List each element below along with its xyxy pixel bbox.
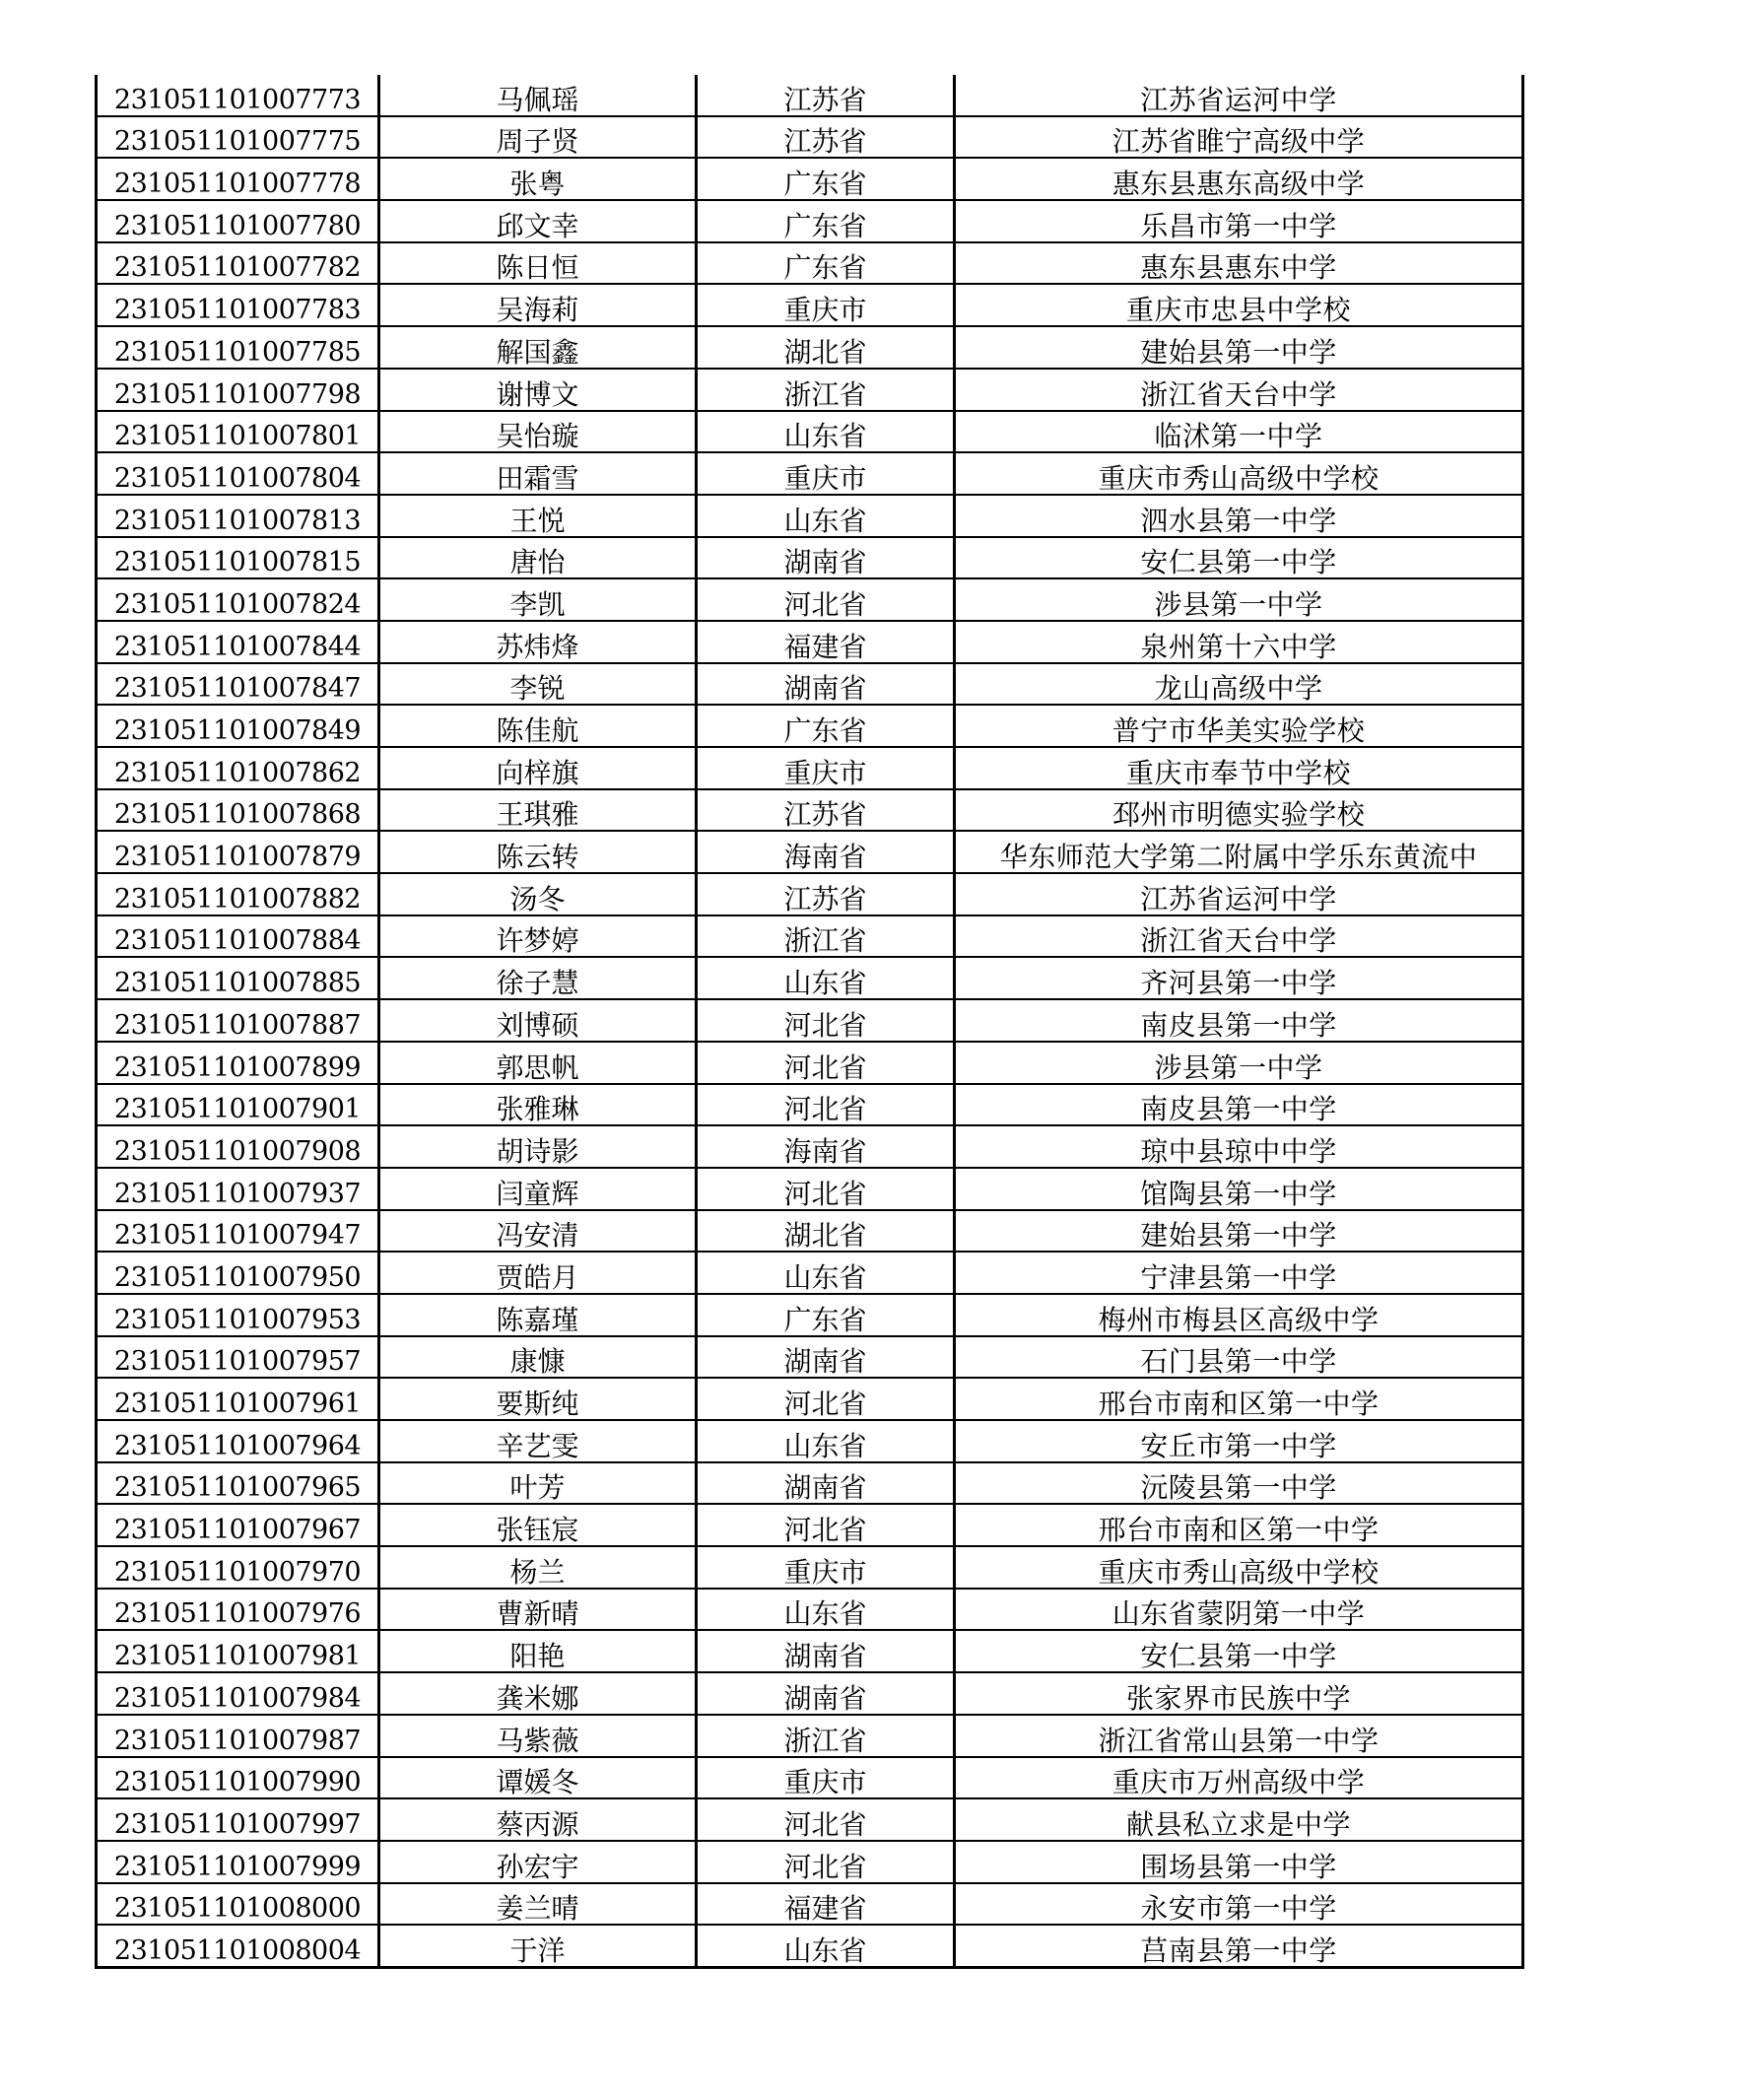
- school-cell: 涉县第一中学: [955, 578, 1523, 621]
- table-row: [97, 1925, 1523, 1967]
- table-row: [97, 1546, 1523, 1589]
- table-row: [97, 452, 1523, 495]
- table-row: [97, 999, 1523, 1042]
- province-cell: 河北省: [697, 1798, 955, 1841]
- student-name-cell: 要斯纯: [379, 1378, 697, 1420]
- province-cell: 山东省: [697, 1420, 955, 1462]
- student-name-cell: 叶芳: [379, 1462, 697, 1505]
- school-cell: 安仁县第一中学: [955, 537, 1523, 579]
- student-id-cell: 231051101008000: [97, 1883, 379, 1926]
- student-id-cell: 231051101007780: [97, 200, 379, 242]
- student-id-cell: 231051101007813: [97, 495, 379, 537]
- table-row: [97, 1672, 1523, 1715]
- province-cell: 浙江省: [697, 1715, 955, 1757]
- school-cell: 泉州第十六中学: [955, 621, 1523, 663]
- roster-table-body: [97, 75, 1523, 1967]
- table-row: [97, 789, 1523, 832]
- student-name-cell: 田霜雪: [379, 452, 697, 495]
- table-row: [97, 1504, 1523, 1546]
- province-cell: 河北省: [697, 999, 955, 1042]
- province-cell: 浙江省: [697, 369, 955, 411]
- province-cell: 湖北省: [697, 326, 955, 369]
- student-name-cell: 龚米娜: [379, 1672, 697, 1715]
- school-cell: 惠东县惠东中学: [955, 242, 1523, 285]
- student-id-cell: 231051101007798: [97, 369, 379, 411]
- student-id-cell: 231051101007999: [97, 1841, 379, 1883]
- province-cell: 湖南省: [697, 663, 955, 706]
- school-cell: 石门县第一中学: [955, 1336, 1523, 1379]
- province-cell: 广东省: [697, 158, 955, 200]
- school-cell: 华东师范大学第二附属中学乐东黄流中: [955, 831, 1523, 873]
- table-row: [97, 1589, 1523, 1631]
- student-id-cell: 231051101007953: [97, 1294, 379, 1336]
- student-id-cell: 231051101007961: [97, 1378, 379, 1420]
- table-row: [97, 578, 1523, 621]
- school-cell: 江苏省运河中学: [955, 75, 1523, 116]
- table-row: [97, 915, 1523, 958]
- student-id-cell: 231051101007957: [97, 1336, 379, 1379]
- student-name-cell: 曹新晴: [379, 1589, 697, 1631]
- school-cell: 浙江省天台中学: [955, 915, 1523, 958]
- province-cell: 河北省: [697, 1504, 955, 1546]
- school-cell: 江苏省睢宁高级中学: [955, 116, 1523, 159]
- province-cell: 江苏省: [697, 75, 955, 116]
- table-row: [97, 873, 1523, 915]
- province-cell: 浙江省: [697, 915, 955, 958]
- school-cell: 安丘市第一中学: [955, 1420, 1523, 1462]
- student-id-cell: 231051101007868: [97, 789, 379, 832]
- student-name-cell: 汤冬: [379, 873, 697, 915]
- student-id-cell: 231051101007899: [97, 1042, 379, 1084]
- school-cell: 南皮县第一中学: [955, 999, 1523, 1042]
- province-cell: 江苏省: [697, 873, 955, 915]
- table-row: [97, 831, 1523, 873]
- student-name-cell: 王悦: [379, 495, 697, 537]
- province-cell: 重庆市: [697, 1546, 955, 1589]
- student-id-cell: 231051101008004: [97, 1925, 379, 1967]
- school-cell: 涉县第一中学: [955, 1042, 1523, 1084]
- table-row: [97, 1883, 1523, 1926]
- student-id-cell: 231051101007775: [97, 116, 379, 159]
- student-id-cell: 231051101007965: [97, 1462, 379, 1505]
- table-row: [97, 242, 1523, 285]
- province-cell: 重庆市: [697, 284, 955, 326]
- table-row: [97, 1420, 1523, 1462]
- school-cell: 邳州市明德实验学校: [955, 789, 1523, 832]
- province-cell: 湖南省: [697, 1672, 955, 1715]
- school-cell: 莒南县第一中学: [955, 1925, 1523, 1967]
- table-row: [97, 663, 1523, 706]
- school-cell: 惠东县惠东高级中学: [955, 158, 1523, 200]
- school-cell: 泗水县第一中学: [955, 495, 1523, 537]
- student-name-cell: 陈嘉瑾: [379, 1294, 697, 1336]
- province-cell: 河北省: [697, 1378, 955, 1420]
- province-cell: 河北省: [697, 578, 955, 621]
- school-cell: 梅州市梅县区高级中学: [955, 1294, 1523, 1336]
- student-id-cell: 231051101007884: [97, 915, 379, 958]
- school-cell: 重庆市秀山高级中学校: [955, 452, 1523, 495]
- province-cell: 重庆市: [697, 1757, 955, 1799]
- province-cell: 广东省: [697, 200, 955, 242]
- province-cell: 山东省: [697, 411, 955, 453]
- school-cell: 献县私立求是中学: [955, 1798, 1523, 1841]
- roster-table: [95, 75, 1524, 1969]
- student-name-cell: 李锐: [379, 663, 697, 706]
- province-cell: 重庆市: [697, 747, 955, 789]
- school-cell: 南皮县第一中学: [955, 1084, 1523, 1126]
- table-row: [97, 1841, 1523, 1883]
- table-row: [97, 326, 1523, 369]
- student-id-cell: 231051101007987: [97, 1715, 379, 1757]
- student-id-cell: 231051101007947: [97, 1210, 379, 1253]
- province-cell: 广东省: [697, 1294, 955, 1336]
- student-name-cell: 许梦婷: [379, 915, 697, 958]
- table-row: [97, 621, 1523, 663]
- school-cell: 围场县第一中学: [955, 1841, 1523, 1883]
- school-cell: 建始县第一中学: [955, 1210, 1523, 1253]
- student-name-cell: 解国鑫: [379, 326, 697, 369]
- province-cell: 山东省: [697, 495, 955, 537]
- student-name-cell: 刘博硕: [379, 999, 697, 1042]
- student-name-cell: 周子贤: [379, 116, 697, 159]
- table-row: [97, 1798, 1523, 1841]
- province-cell: 湖南省: [697, 1462, 955, 1505]
- province-cell: 湖北省: [697, 1210, 955, 1253]
- table-row: [97, 1462, 1523, 1505]
- school-cell: 永安市第一中学: [955, 1883, 1523, 1926]
- student-name-cell: 于洋: [379, 1925, 697, 1967]
- table-row: [97, 957, 1523, 999]
- school-cell: 重庆市万州高级中学: [955, 1757, 1523, 1799]
- province-cell: 海南省: [697, 831, 955, 873]
- table-row: [97, 1252, 1523, 1294]
- student-id-cell: 231051101007885: [97, 957, 379, 999]
- student-name-cell: 谢博文: [379, 369, 697, 411]
- school-cell: 齐河县第一中学: [955, 957, 1523, 999]
- school-cell: 重庆市秀山高级中学校: [955, 1546, 1523, 1589]
- table-row: [97, 1042, 1523, 1084]
- table-row: [97, 537, 1523, 579]
- student-id-cell: 231051101007950: [97, 1252, 379, 1294]
- province-cell: 山东省: [697, 1589, 955, 1631]
- student-id-cell: 231051101007976: [97, 1589, 379, 1631]
- table-row: [97, 116, 1523, 159]
- table-row: [97, 1336, 1523, 1379]
- student-name-cell: 李凯: [379, 578, 697, 621]
- student-name-cell: 蔡丙源: [379, 1798, 697, 1841]
- school-cell: 建始县第一中学: [955, 326, 1523, 369]
- student-name-cell: 张雅琳: [379, 1084, 697, 1126]
- table-row: [97, 705, 1523, 747]
- student-id-cell: 231051101007981: [97, 1630, 379, 1672]
- student-id-cell: 231051101007783: [97, 284, 379, 326]
- table-row: [97, 158, 1523, 200]
- student-name-cell: 胡诗影: [379, 1125, 697, 1168]
- table-row: [97, 1715, 1523, 1757]
- student-name-cell: 康慷: [379, 1336, 697, 1379]
- province-cell: 海南省: [697, 1125, 955, 1168]
- table-row: [97, 1210, 1523, 1253]
- table-row: [97, 1168, 1523, 1210]
- student-id-cell: 231051101007984: [97, 1672, 379, 1715]
- student-id-cell: 231051101007804: [97, 452, 379, 495]
- school-cell: 浙江省常山县第一中学: [955, 1715, 1523, 1757]
- province-cell: 福建省: [697, 621, 955, 663]
- student-name-cell: 谭媛冬: [379, 1757, 697, 1799]
- student-name-cell: 张钰宸: [379, 1504, 697, 1546]
- school-cell: 普宁市华美实验学校: [955, 705, 1523, 747]
- student-id-cell: 231051101007908: [97, 1125, 379, 1168]
- province-cell: 山东省: [697, 1252, 955, 1294]
- student-name-cell: 陈云转: [379, 831, 697, 873]
- student-id-cell: 231051101007773: [97, 75, 379, 116]
- student-name-cell: 辛艺雯: [379, 1420, 697, 1462]
- table-row: [97, 75, 1523, 116]
- table-row: [97, 411, 1523, 453]
- table-row: [97, 200, 1523, 242]
- province-cell: 河北省: [697, 1841, 955, 1883]
- student-name-cell: 苏炜烽: [379, 621, 697, 663]
- student-id-cell: 231051101007964: [97, 1420, 379, 1462]
- student-id-cell: 231051101007815: [97, 537, 379, 579]
- province-cell: 湖南省: [697, 1630, 955, 1672]
- student-id-cell: 231051101007849: [97, 705, 379, 747]
- student-id-cell: 231051101007844: [97, 621, 379, 663]
- student-id-cell: 231051101007901: [97, 1084, 379, 1126]
- school-cell: 邢台市南和区第一中学: [955, 1378, 1523, 1420]
- student-name-cell: 姜兰晴: [379, 1883, 697, 1926]
- student-id-cell: 231051101007990: [97, 1757, 379, 1799]
- province-cell: 湖南省: [697, 537, 955, 579]
- student-name-cell: 马紫薇: [379, 1715, 697, 1757]
- student-name-cell: 张粤: [379, 158, 697, 200]
- school-cell: 乐昌市第一中学: [955, 200, 1523, 242]
- table-row: [97, 284, 1523, 326]
- student-name-cell: 陈佳航: [379, 705, 697, 747]
- student-name-cell: 孙宏宇: [379, 1841, 697, 1883]
- student-id-cell: 231051101007879: [97, 831, 379, 873]
- student-name-cell: 向梓旗: [379, 747, 697, 789]
- student-id-cell: 231051101007801: [97, 411, 379, 453]
- student-id-cell: 231051101007862: [97, 747, 379, 789]
- student-id-cell: 231051101007887: [97, 999, 379, 1042]
- student-name-cell: 陈日恒: [379, 242, 697, 285]
- student-id-cell: 231051101007970: [97, 1546, 379, 1589]
- student-id-cell: 231051101007997: [97, 1798, 379, 1841]
- school-cell: 龙山高级中学: [955, 663, 1523, 706]
- student-name-cell: 杨兰: [379, 1546, 697, 1589]
- student-id-cell: 231051101007778: [97, 158, 379, 200]
- table-row: [97, 1378, 1523, 1420]
- school-cell: 重庆市忠县中学校: [955, 284, 1523, 326]
- province-cell: 河北省: [697, 1042, 955, 1084]
- province-cell: 山东省: [697, 1925, 955, 1967]
- province-cell: 河北省: [697, 1084, 955, 1126]
- student-name-cell: 吴怡璇: [379, 411, 697, 453]
- student-id-cell: 231051101007782: [97, 242, 379, 285]
- province-cell: 山东省: [697, 957, 955, 999]
- table-row: [97, 1630, 1523, 1672]
- student-name-cell: 闫童辉: [379, 1168, 697, 1210]
- province-cell: 湖南省: [697, 1336, 955, 1379]
- table-row: [97, 1294, 1523, 1336]
- student-name-cell: 唐怡: [379, 537, 697, 579]
- student-id-cell: 231051101007967: [97, 1504, 379, 1546]
- school-cell: 安仁县第一中学: [955, 1630, 1523, 1672]
- school-cell: 张家界市民族中学: [955, 1672, 1523, 1715]
- table-row: [97, 369, 1523, 411]
- student-id-cell: 231051101007785: [97, 326, 379, 369]
- roster-sheet: [95, 75, 1521, 1969]
- table-row: [97, 747, 1523, 789]
- school-cell: 浙江省天台中学: [955, 369, 1523, 411]
- student-name-cell: 徐子慧: [379, 957, 697, 999]
- student-name-cell: 王琪雅: [379, 789, 697, 832]
- province-cell: 重庆市: [697, 452, 955, 495]
- table-row: [97, 495, 1523, 537]
- school-cell: 宁津县第一中学: [955, 1252, 1523, 1294]
- student-name-cell: 郭思帆: [379, 1042, 697, 1084]
- province-cell: 江苏省: [697, 116, 955, 159]
- student-name-cell: 阳艳: [379, 1630, 697, 1672]
- province-cell: 河北省: [697, 1168, 955, 1210]
- student-name-cell: 马佩瑶: [379, 75, 697, 116]
- student-id-cell: 231051101007937: [97, 1168, 379, 1210]
- province-cell: 广东省: [697, 242, 955, 285]
- province-cell: 福建省: [697, 1883, 955, 1926]
- table-row: [97, 1757, 1523, 1799]
- school-cell: 临沭第一中学: [955, 411, 1523, 453]
- school-cell: 邢台市南和区第一中学: [955, 1504, 1523, 1546]
- student-id-cell: 231051101007882: [97, 873, 379, 915]
- school-cell: 重庆市奉节中学校: [955, 747, 1523, 789]
- student-id-cell: 231051101007824: [97, 578, 379, 621]
- school-cell: 沅陵县第一中学: [955, 1462, 1523, 1505]
- student-id-cell: 231051101007847: [97, 663, 379, 706]
- student-name-cell: 邱文幸: [379, 200, 697, 242]
- table-row: [97, 1084, 1523, 1126]
- province-cell: 江苏省: [697, 789, 955, 832]
- school-cell: 山东省蒙阴第一中学: [955, 1589, 1523, 1631]
- table-row: [97, 1125, 1523, 1168]
- school-cell: 馆陶县第一中学: [955, 1168, 1523, 1210]
- school-cell: 琼中县琼中中学: [955, 1125, 1523, 1168]
- province-cell: 广东省: [697, 705, 955, 747]
- school-cell: 江苏省运河中学: [955, 873, 1523, 915]
- student-name-cell: 贾皓月: [379, 1252, 697, 1294]
- student-name-cell: 冯安清: [379, 1210, 697, 1253]
- student-name-cell: 吴海莉: [379, 284, 697, 326]
